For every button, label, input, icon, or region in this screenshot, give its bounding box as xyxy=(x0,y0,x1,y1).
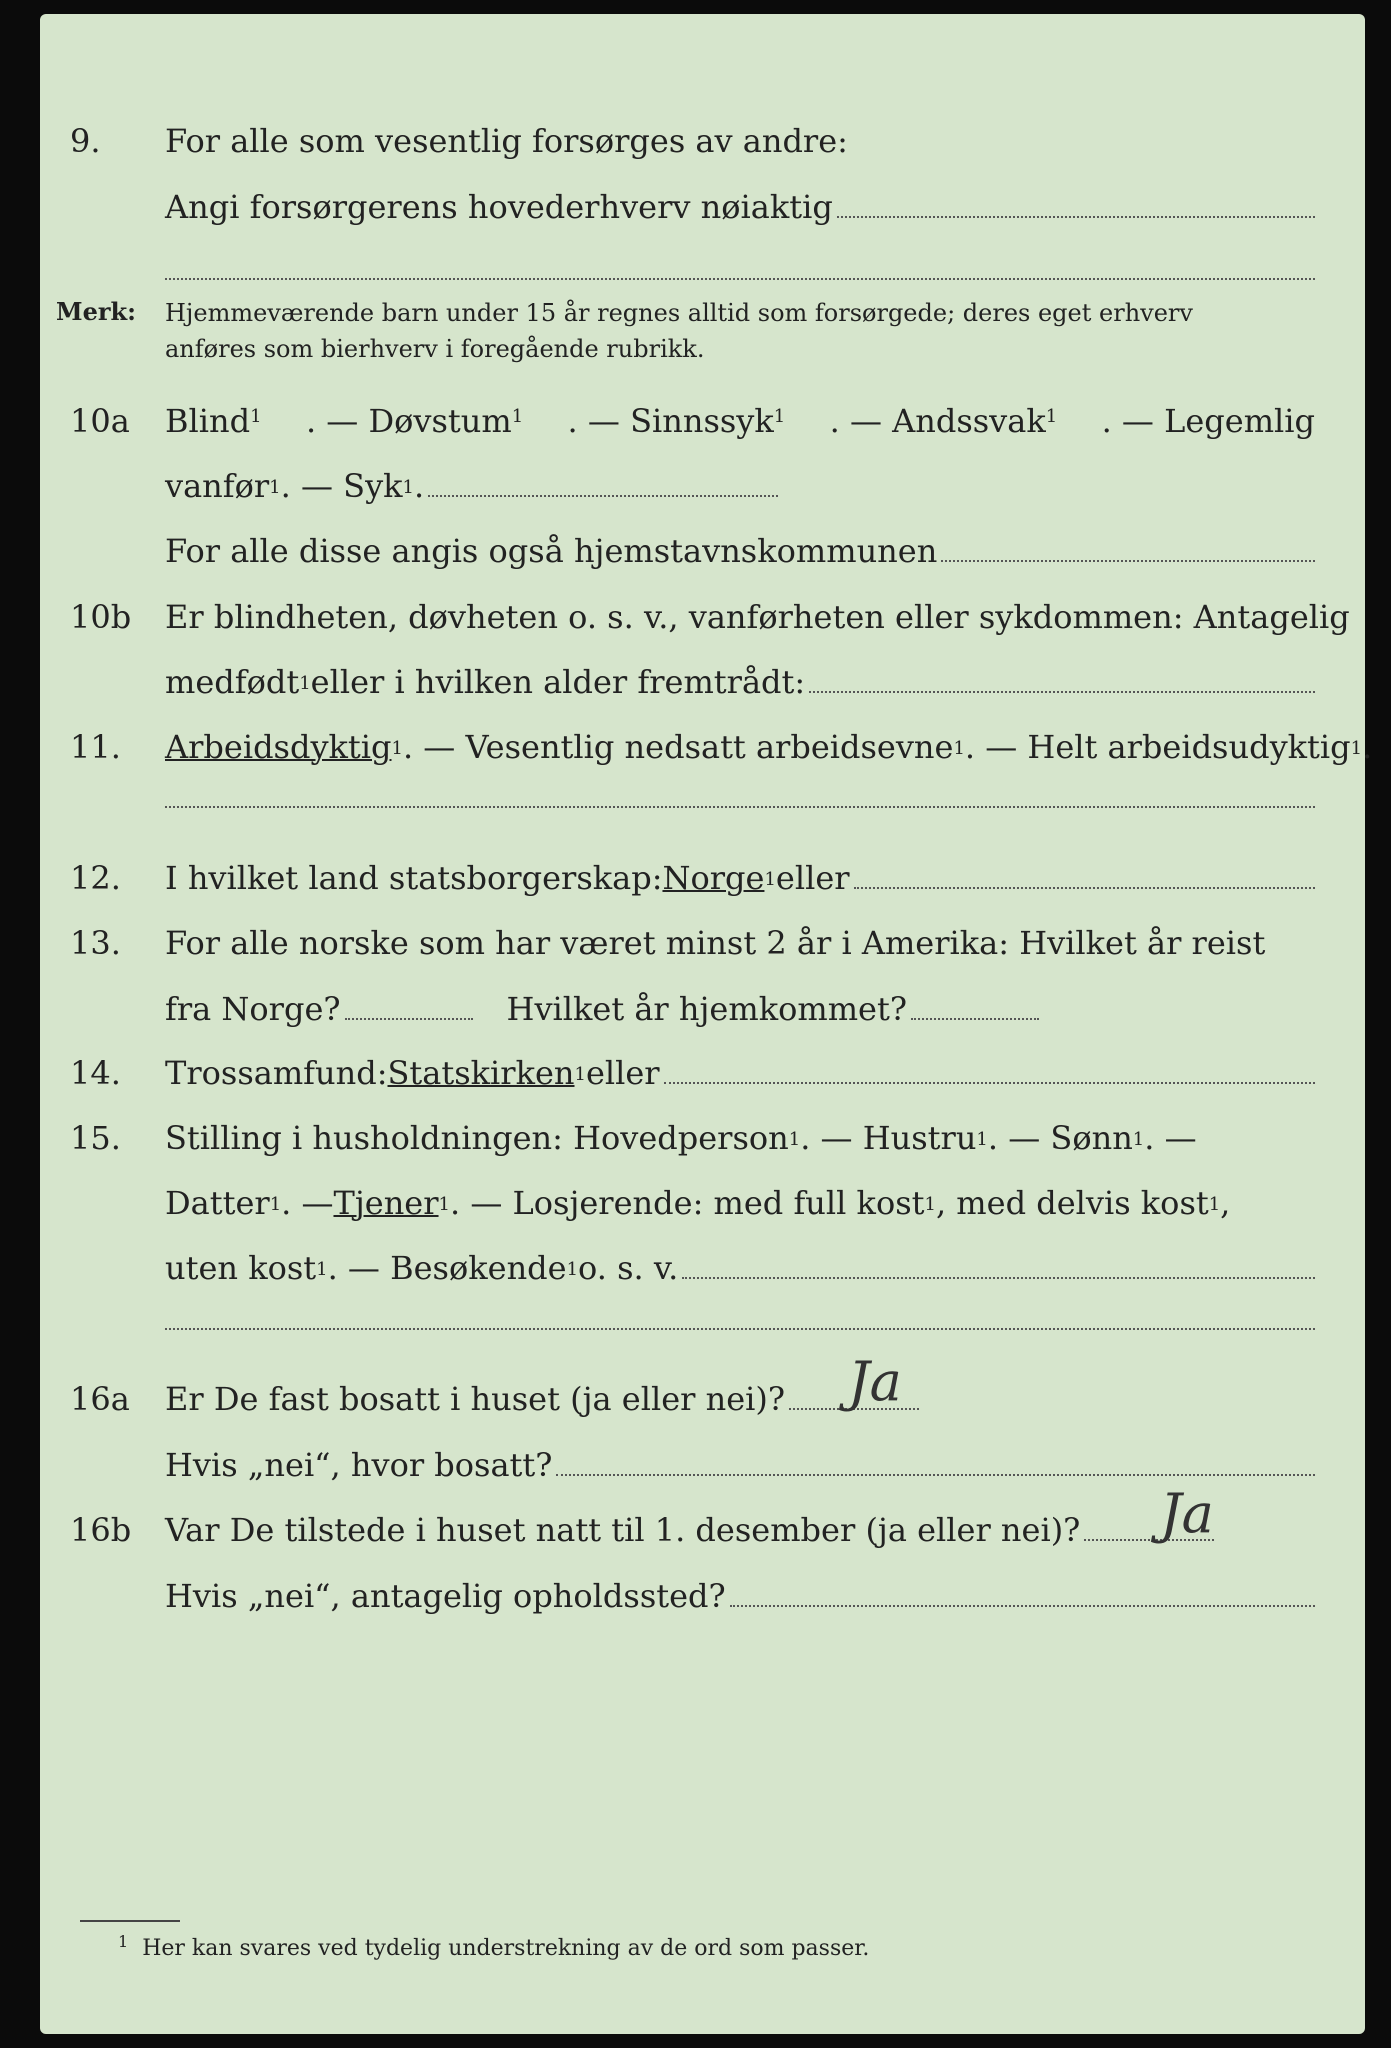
footnote-text: Her kan svares ved tydelig understrekning av de ord som passer. xyxy=(142,1936,870,1961)
q16a-line2: Hvis „nei“, hvor bosatt? xyxy=(165,1446,553,1484)
q15-tjener[interactable]: Tjener xyxy=(333,1184,439,1222)
q9-line2: Angi forsørgerens hovederhverv nøiaktig xyxy=(165,188,833,226)
q13-row2 xyxy=(40,984,1365,1034)
q13-row xyxy=(40,918,1365,968)
q10a-row3 xyxy=(40,526,1365,576)
q16b-number: 16b xyxy=(70,1511,132,1549)
q13-fra-norge: fra Norge? xyxy=(165,990,341,1028)
q16b-line2: Hvis „nei“, antagelig opholdssted? xyxy=(165,1577,726,1615)
q12-number: 12. xyxy=(70,859,121,897)
q16b-opholdssted-field[interactable] xyxy=(730,1605,1315,1607)
q16a-question: Er De fast bosatt i huset (ja eller nei)? xyxy=(165,1380,786,1418)
q10a-legemlig: . — Legemlig xyxy=(1101,402,1315,440)
q10a-hjemstavn-field[interactable] xyxy=(941,560,1315,562)
q10b-line1: Er blindheten, døvheten o. s. v., vanførheten eller sykdommen: Antagelig xyxy=(165,598,1350,636)
q11-arbeidsdyktig[interactable]: Arbeidsdyktig xyxy=(165,728,392,766)
q13-hjemkommet: Hvilket år hjemkommet? xyxy=(506,990,907,1028)
q10b-row2: medfødt 1 eller i hvilken alder fremtrådt: xyxy=(40,657,1365,707)
q16b-question: Var De tilstede i huset natt til 1. desember (ja eller nei)? xyxy=(165,1511,1081,1549)
q9-row2 xyxy=(40,182,1365,232)
q12-row: 12. I hvilket land statsborgerskap: Norge 1 eller xyxy=(40,853,1365,903)
q10a-syk: . — Syk xyxy=(280,467,403,505)
merk-line1: Hjemmeværende barn under 15 år regnes alltid som forsørgede; deres eget erhverv xyxy=(165,299,1193,327)
q10b-row xyxy=(40,592,1365,642)
q11-row: 11. Arbeidsdyktig 1 . — Vesentlig nedsatt arbeidsevne 1 . — Helt arbeidsudyktig 1 . xyxy=(40,722,1365,772)
q10a-blind: Blind xyxy=(165,402,251,440)
census-form-page xyxy=(40,14,1373,2034)
q10a-sinnssyk: . — Sinnssyk xyxy=(567,402,774,440)
q13-number: 13. xyxy=(70,924,121,962)
q12-question: I hvilket land statsborgerskap: xyxy=(165,859,663,897)
q16a-handwritten-answer: Ja xyxy=(848,1350,902,1413)
q14-question: Trossamfund: xyxy=(165,1054,388,1092)
q15-field[interactable] xyxy=(682,1277,1315,1279)
footnote xyxy=(118,1932,870,1961)
q10a-andssvak: . — Andssvak xyxy=(829,402,1046,440)
q10b-alder: eller i hvilken alder fremtrådt: xyxy=(310,663,806,701)
q9-answer-field[interactable] xyxy=(837,216,1315,218)
merk-line2: anføres som bierhverv i foregående rubrikk. xyxy=(165,335,705,363)
q10a-line3: For alle disse angis også hjemstavnskommunen xyxy=(165,532,938,570)
q13-reist-field[interactable] xyxy=(345,1018,473,1020)
q13-line1: For alle norske som har været minst 2 år i Amerika: Hvilket år reist xyxy=(165,924,1266,962)
q10b-medfodt: medfødt xyxy=(165,663,300,701)
q10a-dovstum: . — Døvstum xyxy=(305,402,512,440)
q15-row3: uten kost 1 . — Besøkende 1 o. s. v. xyxy=(40,1243,1365,1293)
q10a-vanfor: vanfør xyxy=(165,467,270,505)
q10b-number: 10b xyxy=(70,598,132,636)
q9-row xyxy=(40,116,1365,166)
q11-answer-line[interactable] xyxy=(165,806,1315,808)
q10a-number: 10a xyxy=(70,402,130,440)
q10a-row2: vanfør 1 . — Syk 1 . xyxy=(40,461,1365,511)
q15-row2: Datter 1 . — Tjener 1 . — Losjerende: med full kost 1 , med delvis kost 1 , xyxy=(40,1178,1365,1228)
q12-norge[interactable]: Norge xyxy=(662,859,765,897)
q10b-field[interactable] xyxy=(809,691,1315,693)
q11-number: 11. xyxy=(70,728,121,766)
q15-answer-line[interactable] xyxy=(165,1328,1315,1330)
q9-line1: For alle som vesentlig forsørges av andre: xyxy=(165,122,848,160)
q16a-bosatt-field[interactable] xyxy=(556,1474,1315,1476)
footnote-mark: 1 xyxy=(118,1932,129,1951)
q11-nedsatt[interactable]: . — Vesentlig nedsatt arbeidsevne xyxy=(402,728,954,766)
q10a-row: 10a Blind$^1$ . — Døvstum$^1$ . — Sinnssyk$^1$ . — Andssvak$^1$ . — Legemlig xyxy=(40,396,1365,446)
q13-hjemkommet-field[interactable] xyxy=(911,1018,1039,1020)
q15-number: 15. xyxy=(70,1119,121,1157)
q14-statskirken[interactable]: Statskirken xyxy=(387,1054,575,1092)
footnote-rule xyxy=(80,1920,180,1922)
q10a-syk-field[interactable] xyxy=(428,495,778,497)
q16b-row2 xyxy=(40,1571,1365,1621)
q9-number: 9. xyxy=(70,122,101,160)
merk-label: Merk: xyxy=(56,297,136,326)
q14-number: 14. xyxy=(70,1054,121,1092)
q14-field[interactable] xyxy=(664,1082,1315,1084)
q16a-number: 16a xyxy=(70,1380,130,1418)
q16b-handwritten-answer: Ja xyxy=(1160,1482,1214,1545)
q15-row: 15. Stilling i husholdningen: Hovedperson 1 . — Hustru 1 . — Sønn 1 . — xyxy=(40,1113,1365,1163)
q16a-row xyxy=(40,1374,1365,1424)
q12-field[interactable] xyxy=(854,887,1315,889)
q14-row: 14. Trossamfund: Statskirken 1 eller xyxy=(40,1048,1365,1098)
q11-udyktig[interactable]: . — Helt arbeidsudyktig xyxy=(964,728,1351,766)
q9-answer-line2[interactable] xyxy=(165,278,1315,280)
